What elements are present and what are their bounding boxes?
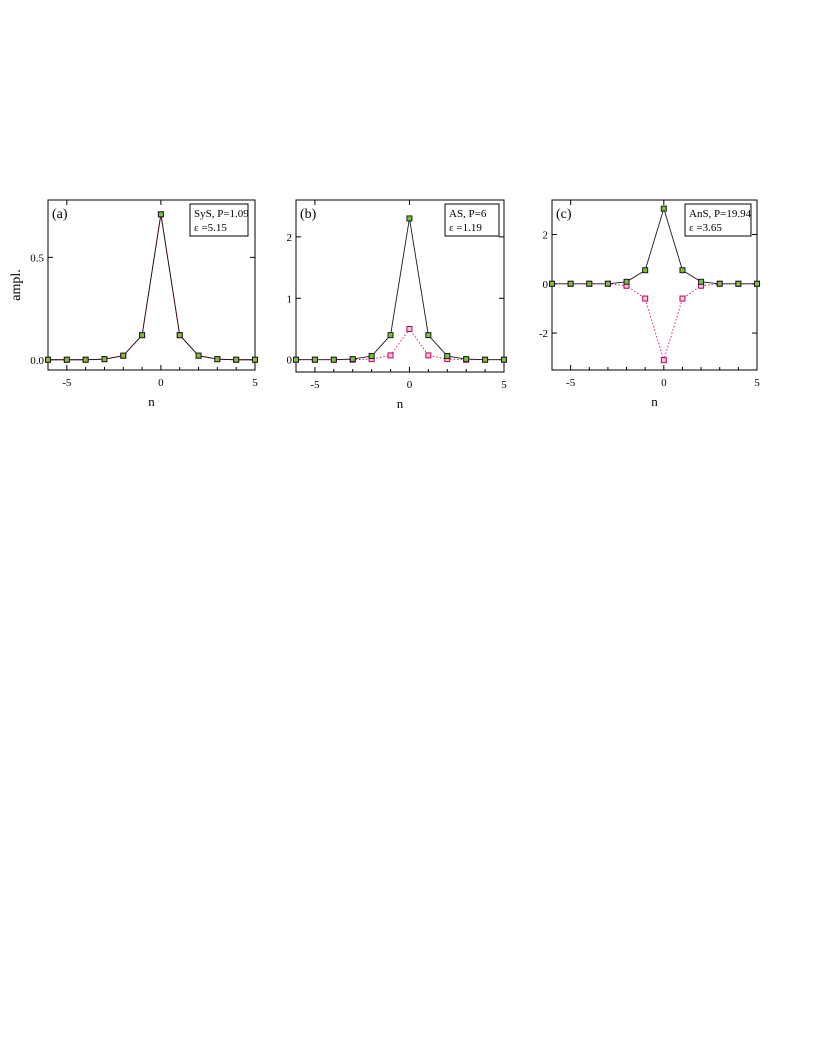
series-line	[296, 218, 504, 359]
x-axis-label: n	[651, 394, 658, 409]
annotation-text: ε =1.19	[449, 222, 482, 234]
data-point	[46, 357, 51, 362]
x-tick-label: -5	[310, 379, 320, 391]
data-point	[426, 353, 431, 358]
data-point	[445, 354, 450, 359]
data-point	[388, 333, 393, 338]
annotation-text: SyS, P=1.09	[194, 208, 249, 220]
data-point	[196, 353, 201, 358]
x-tick-label: 0	[158, 377, 164, 389]
panel-label: (b)	[300, 207, 317, 222]
y-tick-label: 1	[286, 293, 292, 306]
data-point	[464, 357, 469, 362]
data-point	[215, 357, 220, 362]
data-point	[369, 354, 374, 359]
data-point	[426, 333, 431, 338]
y-tick-label: -2	[538, 328, 548, 341]
data-point	[624, 279, 629, 284]
data-point	[587, 281, 592, 286]
data-point	[102, 357, 107, 362]
data-point	[253, 357, 258, 362]
x-tick-label: 5	[252, 377, 258, 389]
y-tick-label: 0.0	[30, 354, 44, 367]
data-point	[158, 212, 163, 217]
x-tick-label: -5	[62, 377, 72, 389]
data-point	[64, 357, 69, 362]
panel-b	[287, 200, 508, 411]
x-axis-label: n	[148, 394, 155, 409]
data-point	[755, 281, 760, 286]
annotation-text: ε =3.65	[689, 222, 722, 234]
data-point	[483, 357, 488, 362]
y-axis-label: ampl.	[9, 269, 24, 301]
annotation-text: AnS, P=19.94	[689, 208, 752, 220]
data-point	[736, 281, 741, 286]
data-point	[388, 353, 393, 358]
data-point	[502, 357, 507, 362]
data-point	[177, 333, 182, 338]
data-point	[680, 268, 685, 273]
series-line	[296, 329, 504, 360]
data-point	[680, 296, 685, 301]
data-point	[717, 281, 722, 286]
panel-label: (a)	[52, 207, 68, 222]
panel-c	[539, 200, 760, 409]
panel-a	[30, 200, 258, 409]
x-tick-label: 0	[406, 379, 413, 391]
y-tick-label: 0	[542, 278, 548, 291]
data-point	[312, 357, 317, 362]
data-point	[294, 357, 299, 362]
series-line	[552, 284, 757, 360]
data-point	[350, 357, 355, 362]
x-tick-label: 5	[501, 379, 507, 391]
data-point	[643, 296, 648, 301]
data-point	[121, 353, 126, 358]
data-point	[407, 327, 412, 332]
data-point	[550, 281, 555, 286]
x-tick-label: -5	[566, 377, 576, 389]
y-tick-label: 0	[286, 354, 292, 367]
data-point	[568, 281, 573, 286]
y-tick-label: 2	[542, 229, 548, 242]
data-point	[605, 281, 610, 286]
data-point	[643, 268, 648, 273]
x-tick-label: 0	[661, 377, 667, 389]
data-point	[140, 333, 145, 338]
data-point	[661, 358, 666, 363]
annotation-text: AS, P=6	[449, 208, 487, 220]
data-point	[661, 206, 666, 211]
data-point	[331, 357, 336, 362]
data-point	[699, 279, 704, 284]
annotation-text: ε =5.15	[194, 222, 227, 234]
y-tick-label: 0.5	[30, 252, 44, 265]
data-point	[83, 357, 88, 362]
x-axis-label: n	[396, 396, 404, 411]
panel-label: (c)	[556, 207, 572, 222]
x-tick-label: 5	[754, 377, 760, 389]
data-point	[407, 216, 412, 221]
data-point	[234, 357, 239, 362]
y-tick-label: 2	[286, 231, 292, 244]
